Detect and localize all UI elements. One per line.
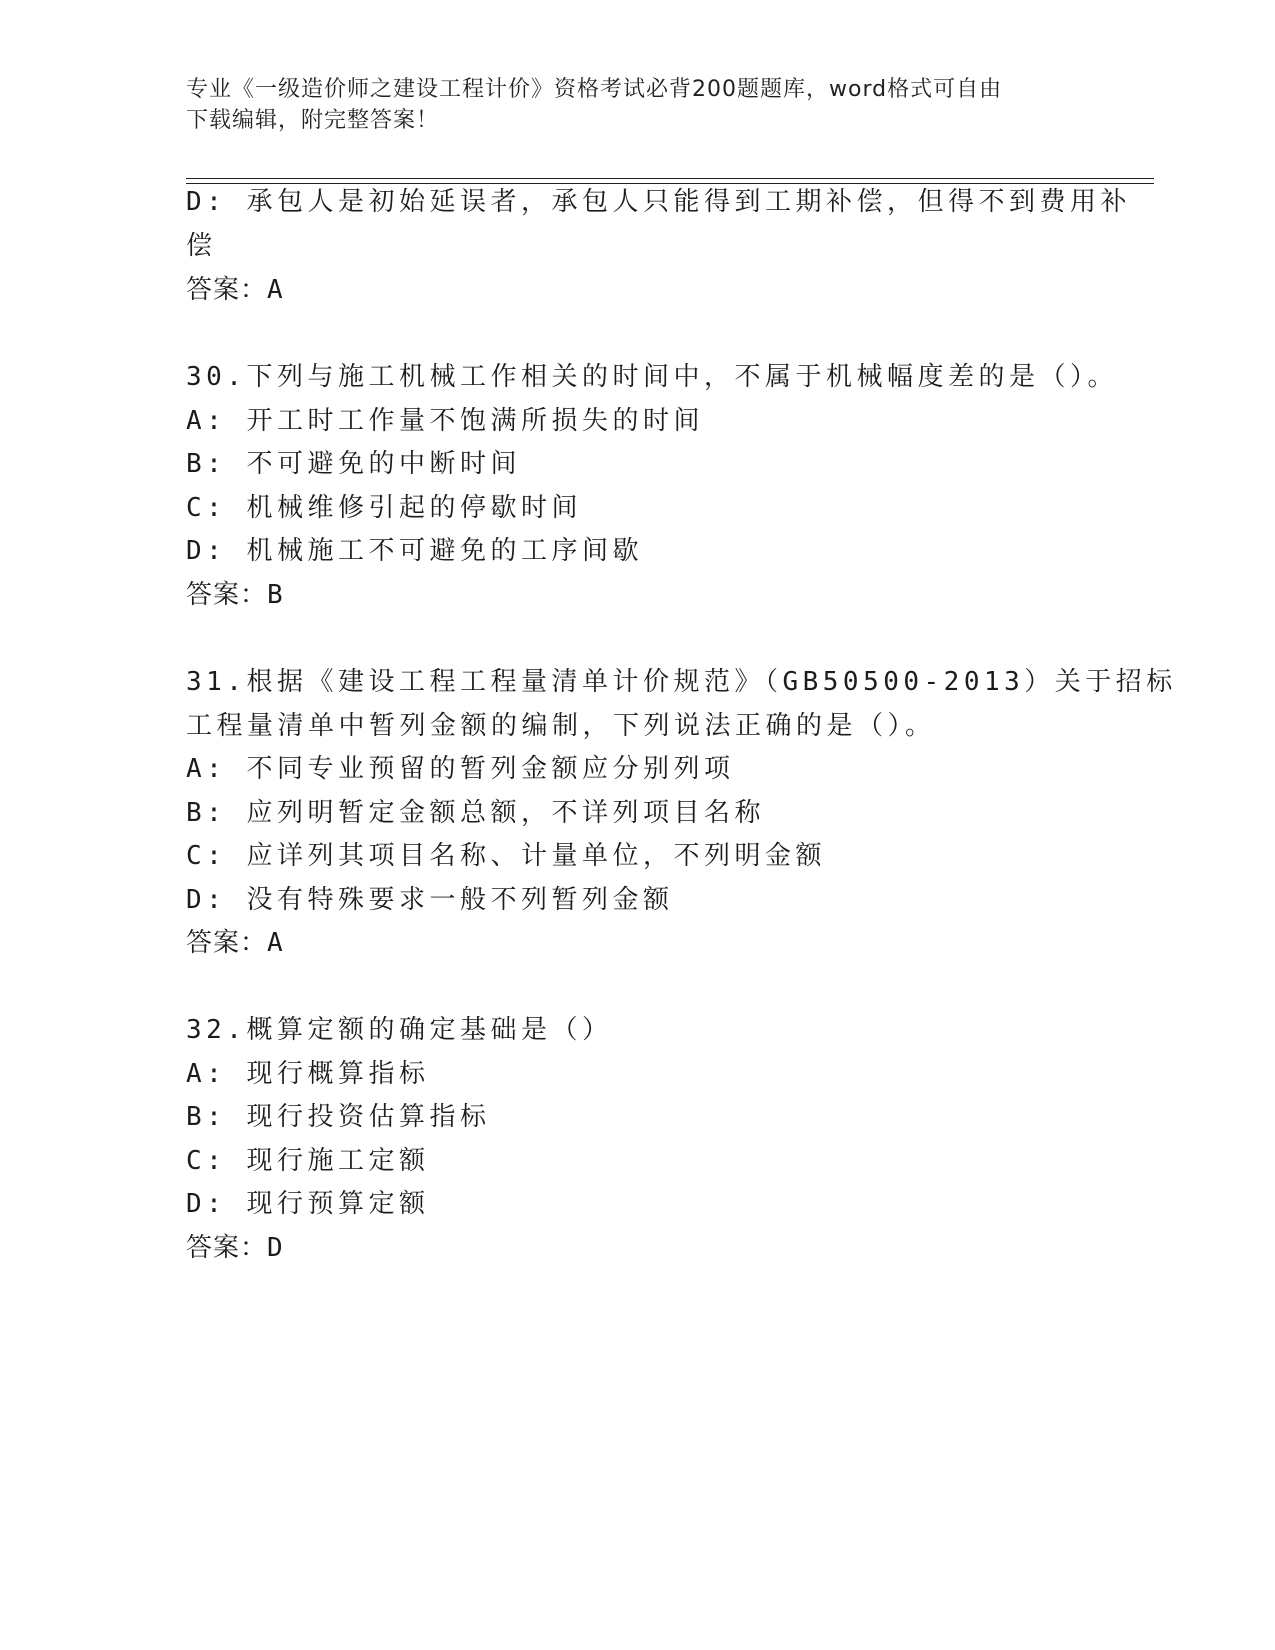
q32-question: 32.概算定额的确定基础是（） xyxy=(186,1015,613,1045)
q31-option-b: B: 应列明暂定金额总额，不详列项目名称 xyxy=(186,798,765,828)
document-header xyxy=(186,74,1066,136)
answer-value: B xyxy=(267,580,284,610)
q32-option-a: A: 现行概算指标 xyxy=(186,1059,430,1089)
answer-label: 答案： xyxy=(186,928,268,958)
answer-value: A xyxy=(267,275,284,305)
q32-answer xyxy=(186,1231,284,1265)
q32-option-d: D: 现行预算定额 xyxy=(186,1189,430,1219)
q30-answer xyxy=(186,578,284,612)
q31-question-line-2: 工程量清单中暂列金额的编制，下列说法正确的是（）。 xyxy=(186,711,936,741)
q30-option-d: D: 机械施工不可避免的工序间歇 xyxy=(186,536,643,566)
prev-option-d-line-2: 偿 xyxy=(186,231,217,261)
header-divider-top xyxy=(186,178,1154,179)
answer-label: 答案： xyxy=(186,1233,268,1263)
q32-option-b: B: 现行投资估算指标 xyxy=(186,1102,491,1132)
header-divider-bottom xyxy=(186,183,1154,184)
answer-value: A xyxy=(267,928,284,958)
q30-option-a: A: 开工时工作量不饱满所损失的时间 xyxy=(186,406,704,436)
q30-option-c: C: 机械维修引起的停歇时间 xyxy=(186,493,582,523)
header-line-2: 下载编辑，附完整答案！ xyxy=(186,108,440,133)
q30-option-b: B: 不可避免的中断时间 xyxy=(186,449,521,479)
q31-option-a: A: 不同专业预留的暂列金额应分别列项 xyxy=(186,754,735,784)
q31-answer xyxy=(186,926,284,960)
q32-option-c: C: 现行施工定额 xyxy=(186,1146,430,1176)
prev-option-d-line-1: D: 承包人是初始延误者，承包人只能得到工期补偿，但得不到费用补 xyxy=(186,187,1131,217)
q31-option-d: D: 没有特殊要求一般不列暂列金额 xyxy=(186,885,674,915)
q30-question: 30.下列与施工机械工作相关的时间中，不属于机械幅度差的是（）。 xyxy=(186,362,1118,392)
answer-label: 答案： xyxy=(186,275,268,305)
header-line-1: 专业《一级造价师之建设工程计价》资格考试必背200题题库，word格式可自由 xyxy=(186,77,1003,102)
answer-label: 答案： xyxy=(186,580,268,610)
answer-value: D xyxy=(267,1233,284,1263)
q31-question-line-1: 31.根据《建设工程工程量清单计价规范》（GB50500-2013）关于招标 xyxy=(186,667,1177,697)
q31-option-c: C: 应详列其项目名称、计量单位，不列明金额 xyxy=(186,841,826,871)
prev-answer xyxy=(186,273,284,307)
